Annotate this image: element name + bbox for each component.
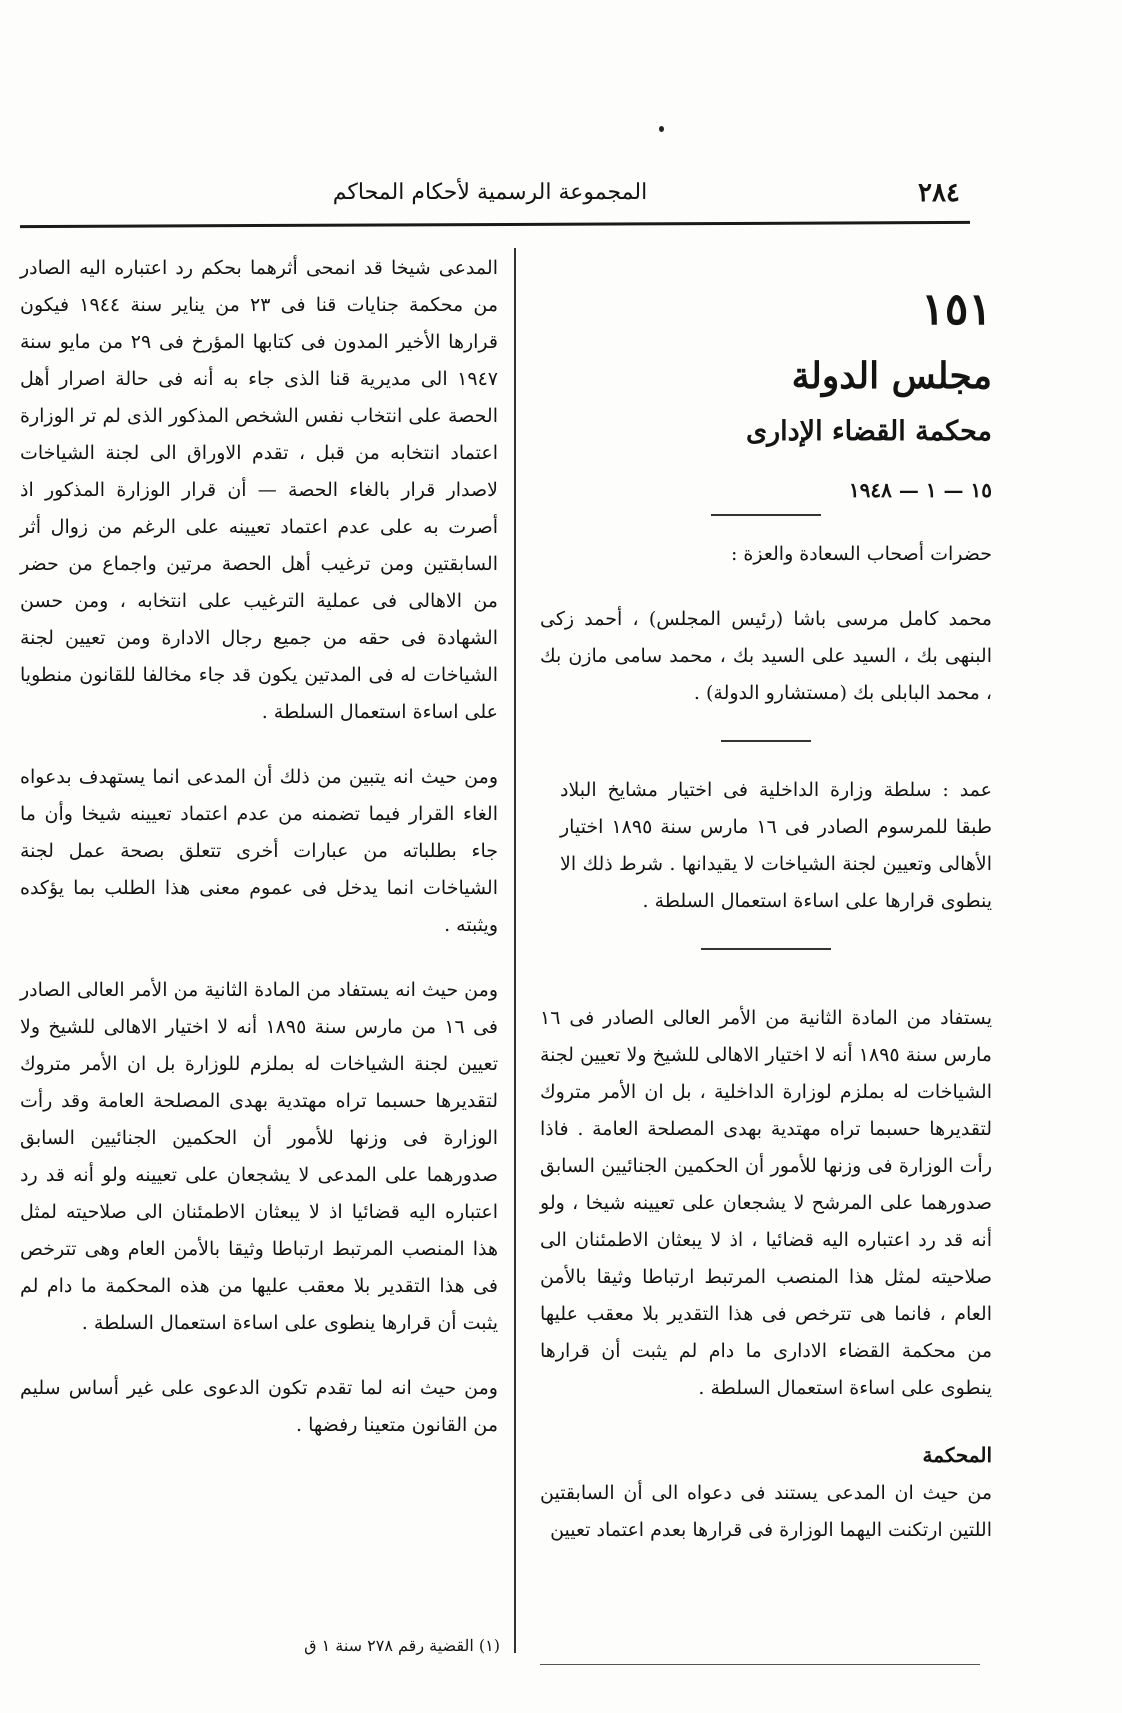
case-number: ١٥١ [921,284,992,335]
date-rule [711,514,821,516]
footnote: (١) القضية رقم ٢٧٨ سنة ١ ق [304,1636,500,1655]
running-title: المجموعة الرسمية لأحكام المحاكم [332,180,648,205]
header-rule [20,221,970,228]
court-name: مجلس الدولة [791,355,992,397]
judges-label: حضرات أصحاب السعادة والعزة : [730,543,992,565]
page-number: ٢٨٤ [918,178,960,208]
paragraph-4: ومن حيث انه لما تقدم تكون الدعوى على غير أساس سليم من القانون متعينا رفضها . [20,1377,498,1436]
verdict-heading: المحكمة [922,1443,992,1467]
paragraph-1: المدعى شيخا قد انمحى أثرهما بحكم رد اعتباره اليه الصادر من محكمة جنايات قنا فى ٢٣ من يناير سنة ١٩٤٤ فيكون قرارها الأخير المدون فى كتابها المؤرخ فى ٢٩ من مايو سنة ١٩٤٧ الى مديرية قنا الذى جاء به أنه فى حالة اصرار أهل الحصة على انتخاب نفس الشخص المذكور الذى لم تر الوزارة اعتماد انتخابه من قبل ، تقدم الاوراق الى لجنة الشياخات لاصدار قرار بالغاء الحصة — أن قرار الوزارة المذكور اذ أصرت به على عدم اعتماد تعيينه على الرغم من زوال أثر السابقتين ومن ترغيب أهل الحصة مرتين واجماع من حضر من الاهالى فى عملية الترغيب على انتخابه ، ومن حسن الشهادة فى حقه من جميع رجال الادارة ومن تعيين لجنة الشياخات له فى المدتين يكون قد جاء مخالفا للقانون منطويا على اساءة استعمال السلطة . [20,257,498,723]
judges-rule [721,740,811,742]
stray-dot [659,126,664,132]
column-divider [514,248,516,1653]
right-column [540,280,992,1577]
left-column [20,250,498,1472]
paragraph-3: ومن حيث انه يستفاد من المادة الثانية من الأمر العالى الصادر فى ١٦ من مارس سنة ١٨٩٥ أنه لا اختيار الاهالى للشيخ ولا تعيين لجنة الشياخات له بملزم للوزارة بل ان الأمر متروك لتقديرها حسبما تراه مهتدية بهدى المصلحة العامة وقد رأت الوزارة فى وزنها للأمور أن الحكمين الجنائيين السابق صدورهما على المدعى لا يشجعان على تعيينه ولو أنه قد رد اعتباره اليه قضائيا اذ لا يبعثان الاطمئنان الى صلاحيته لمثل هذا المنصب المرتبط ارتباطا وثيقا بالأمن العام وهى تترخص فى هذا التقدير بلا معقب عليها من هذه المحكمة ما دام لم يثبت أن قرارها ينطوى على اساءة استعمال السلطة . [20,979,498,1334]
bottom-rule [540,1664,980,1665]
legal-principle: يستفاد من المادة الثانية من الأمر العالى الصادر فى ١٦ مارس سنة ١٨٩٥ أنه لا اختيار الاهالى للشيخ ولا تعيين لجنة الشياخات له بملزم لوزارة الداخلية ، بل ان الأمر متروك لتقديرها حسبما تراه مهتدية بهدى المصلحة العامة . فاذا رأت الوزارة فى وزنها للأمور أن الحكمين الجنائيين السابق صدورهما على المرشح لا يشجعان على تعيينه شيخا ، ولو أنه قد رد اعتباره اليه قضائيا ، اذ لا يبعثان الاطمئنان الى صلاحيته لمثل هذا المنصب المرتبط ارتباطا وثيقا بالأمن العام ، فانما هى تترخص فى هذا التقدير بلا معقب عليها من محكمة القضاء الادارى ما دام لم يثبت أن قرارها ينطوى على اساءة استعمال السلطة . [540,1007,992,1399]
page-header [0,178,1122,218]
summary-rule [701,948,831,950]
judges-names: محمد كامل مرسى باشا (رئيس المجلس) ، أحمد زكى البنهى بك ، السيد على السيد بك ، محمد سامى مازن بك ، محمد البابلى بك (مستشارو الدولة) . [540,608,992,704]
paragraph-2: ومن حيث انه يتبين من ذلك أن المدعى انما يستهدف بدعواه الغاء القرار فيما تضمنه من عدم اعتماد تعيينه شيخا وأن ما جاء بطلباته من عبارات أخرى تتعلق بصحة عمل لجنة الشياخات انما يدخل فى عموم معنى هذا الطلب بما يؤكده ويثبته . [20,766,498,936]
decision-date: ١٥ — ١ — ١٩٤٨ [848,478,992,502]
court-section: محكمة القضاء الإدارى [745,416,992,447]
verdict-start: من حيث ان المدعى يستند فى دعواه الى أن السابقتين اللتين ارتكنت اليهما الوزارة فى قرارها بعدم اعتماد تعيين [540,1482,992,1541]
case-summary: عمد : سلطة وزارة الداخلية فى اختيار مشايخ البلاد طبقا للمرسوم الصادر فى ١٦ مارس سنة ١٨٩٥ اختيار الأهالى وتعيين لجنة الشياخات لا يقيدانها . شرط ذلك الا ينطوى قرارها على اساءة استعمال السلطة . [560,779,993,912]
